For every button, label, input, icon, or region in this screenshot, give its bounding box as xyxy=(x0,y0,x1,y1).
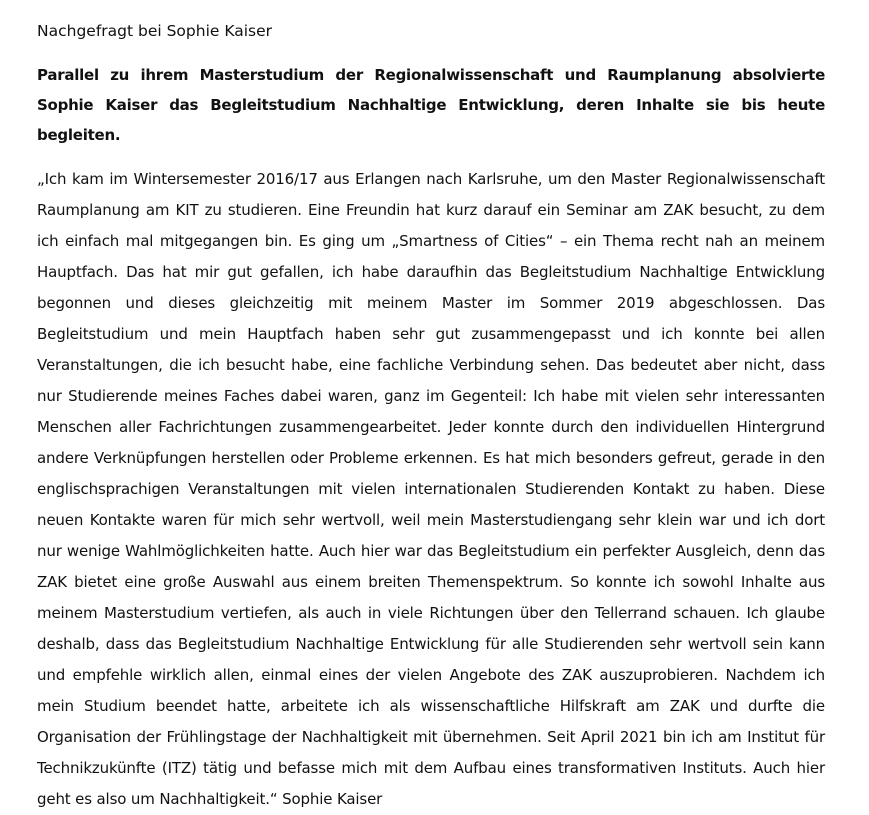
article-kicker: Nachgefragt bei Sophie Kaiser xyxy=(37,22,273,40)
article-body: „Ich kam im Wintersemester 2016/17 aus Erlangen nach Karlsruhe, um den Master Regionalwissenschaft Raumplanung am KIT zu studieren. Eine Freundin hat kurz darauf ein Seminar am ZAK besucht, zu dem ich einfach mal mitgegangen bin. Es ging um „Smartness of Cities“ – ein Thema recht nah an meinem Hauptfach. Das hat mir gut gefallen, ich habe daraufhin das Begleitstudium Nachhaltige Entwicklung begonnen und dieses gleichzeitig mit meinem Master im Sommer 2019 abgeschlossen. Das Begleitstudium und mein Hauptfach haben sehr gut zusammengepasst und ich konnte bei allen Veranstaltungen, die ich besucht habe, eine fachliche Verbindung sehen. Das bedeutet aber nicht, dass nur Studierende meines Faches dabei waren, ganz im Gegenteil: Ich habe mit vielen sehr interessanten Menschen aller Fachrichtungen zusammengearbeitet. Jeder konnte durch den individuellen Hintergrund andere Verknüpfungen herstellen oder Probleme erkennen. Es hat mich besonders gefreut, gerade in den englischsprachigen Veranstaltungen mit vielen internationalen Studierenden Kontakt zu haben. Diese neuen Kontakte waren für mich sehr wertvoll, weil mein Masterstudiengang sehr klein war und ich dort nur wenige Wahlmöglichkeiten hatte. Auch hier war das Begleitstudium ein perfekter Ausgleich, denn das ZAK bietet eine große Auswahl aus einem breiten Themenspektrum. So konnte ich sowohl Inhalte aus meinem Masterstudium vertiefen, als auch in viele Richtungen über den Tellerrand schauen. Ich glaube deshalb, dass das Begleitstudium Nachhaltige Entwicklung für alle Studierenden sehr wertvoll sein kann und empfehle wirklich allen, einmal eines der vielen Angebote des ZAK auszuprobieren. Nachdem ich mein Studium beendet hatte, arbeitete ich als wissenschaftliche Hilfskraft am ZAK und durfte die Organisation der Frühlingstage der Nachhaltigkeit mit übernehmen. Seit April 2021 bin ich am Institut für Technikzukünfte (ITZ) tätig und befasse mich mit dem Aufbau eines transformativen Instituts. Auch hier geht es also um Nachhaltigkeit.“ Sophie Kaiser xyxy=(37,170,825,808)
article-lead: Parallel zu ihrem Masterstudium der Regionalwissenschaft und Raumplanung absolvierte Sophie Kaiser das Begleitstudium Nachhaltige Entwicklung, deren Inhalte sie bis heute begleiten. xyxy=(37,66,825,144)
